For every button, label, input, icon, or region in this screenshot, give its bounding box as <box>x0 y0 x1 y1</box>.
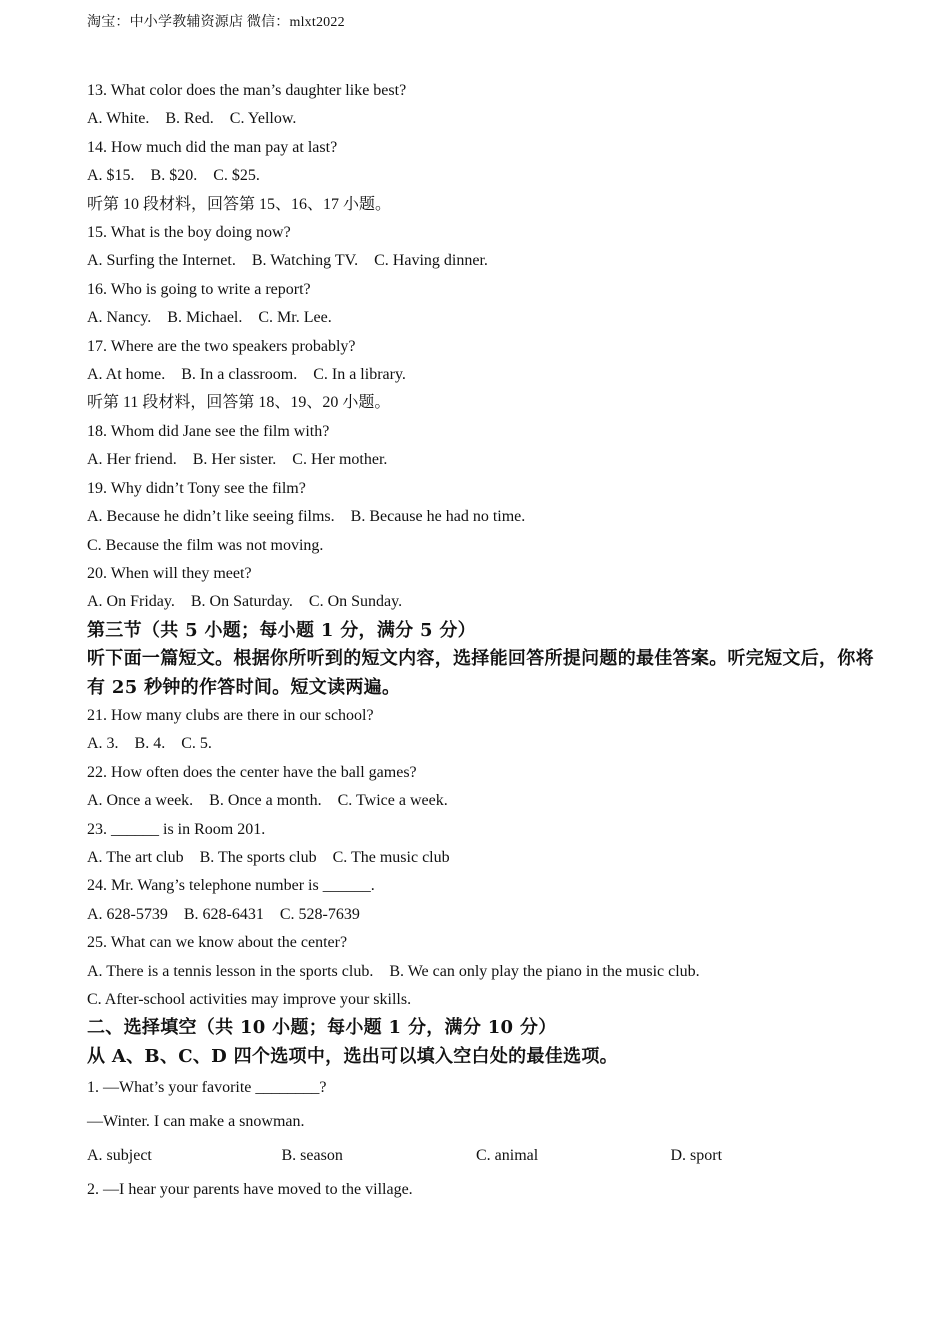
options-line: A. White. B. Red. C. Yellow. <box>87 110 297 128</box>
options-row <box>87 1139 887 1173</box>
question-line: 15. What is the boy doing now? <box>87 224 291 242</box>
options-line: C. After-school activities may improve your skills. <box>87 991 412 1008</box>
options-line: A. Nancy. B. Michael. C. Mr. Lee. <box>87 309 332 327</box>
question-line: 2. —I hear your parents have moved to the village. <box>87 1181 413 1199</box>
option-d: D. sport <box>670 1147 723 1165</box>
question-line: 17. Where are the two speakers probably? <box>87 337 356 355</box>
question-line: 14. How much did the man pay at last? <box>87 138 338 156</box>
section-title: 第三节（共 5 小题；每小题 1 分，满分 5 分） <box>87 619 476 641</box>
option-c: C. animal <box>476 1147 539 1165</box>
question-line: 20. When will they meet? <box>87 564 252 582</box>
options-line: A. At home. B. In a classroom. C. In a library. <box>87 366 406 384</box>
options-line: A. Because he didn’t like seeing films. B. Because he had no time. <box>87 508 526 526</box>
options-line: A. On Friday. B. On Saturday. C. On Sunday. <box>87 593 403 611</box>
option-b: B. season <box>281 1147 343 1165</box>
options-line: A. Her friend. B. Her sister. C. Her mother. <box>87 451 388 469</box>
question-line: 24. Mr. Wang’s telephone number is ______. <box>87 877 375 895</box>
options-line: C. Because the film was not moving. <box>87 536 324 554</box>
question-line: 13. What color does the man’s daughter like best? <box>87 82 407 99</box>
question-line: 18. Whom did Jane see the film with? <box>87 422 330 440</box>
options-line: A. Once a week. B. Once a month. C. Twice a week. <box>87 792 448 810</box>
option-a: A. subject <box>87 1147 152 1165</box>
options-line: A. 3. B. 4. C. 5. <box>87 735 212 753</box>
question-line: 21. How many clubs are there in our school? <box>87 706 374 724</box>
page-header: 淘宝：中小学教辅资源店 微信：mlxt2022 <box>87 15 345 30</box>
options-line: A. Surfing the Internet. B. Watching TV. C. Having dinner. <box>87 252 488 270</box>
listening-instruction: 听第 11 段材料，回答第 18、19、20 小题。 <box>87 394 391 412</box>
options-line: A. The art club B. The sports club C. The music club <box>87 848 450 866</box>
document-body <box>87 77 887 1207</box>
listening-instruction: 听第 10 段材料，回答第 15、16、17 小题。 <box>87 195 392 213</box>
question-line: 22. How often does the center have the ball games? <box>87 763 417 781</box>
question-line: 19. Why didn’t Tony see the film? <box>87 479 306 497</box>
question-line: 25. What can we know about the center? <box>87 934 348 952</box>
question-line: 16. Who is going to write a report? <box>87 280 311 298</box>
part-instruction: 从 A、B、C、D 四个选项中，选出可以填入空白处的最佳选项。 <box>87 1045 618 1067</box>
section-instruction: 听下面一篇短文。根据你所听到的短文内容，选择能回答所提问题的最佳答案。听完短文后，你将有 25 秒钟的作答时间。短文读两遍。 <box>87 648 874 698</box>
part-title: 二、选择填空（共 10 小题；每小题 1 分，满分 10 分） <box>87 1017 557 1039</box>
question-line: 1. —What’s your favorite ________? <box>87 1079 327 1097</box>
dialogue-reply: —Winter. I can make a snowman. <box>87 1113 305 1131</box>
options-line: A. 628-5739 B. 628-6431 C. 528-7639 <box>87 905 360 923</box>
options-line: A. $15. B. $20. C. $25. <box>87 167 260 185</box>
question-line: 23. ______ is in Room 201. <box>87 820 266 838</box>
options-line: A. There is a tennis lesson in the sports club. B. We can only play the piano in the music club. <box>87 962 700 980</box>
